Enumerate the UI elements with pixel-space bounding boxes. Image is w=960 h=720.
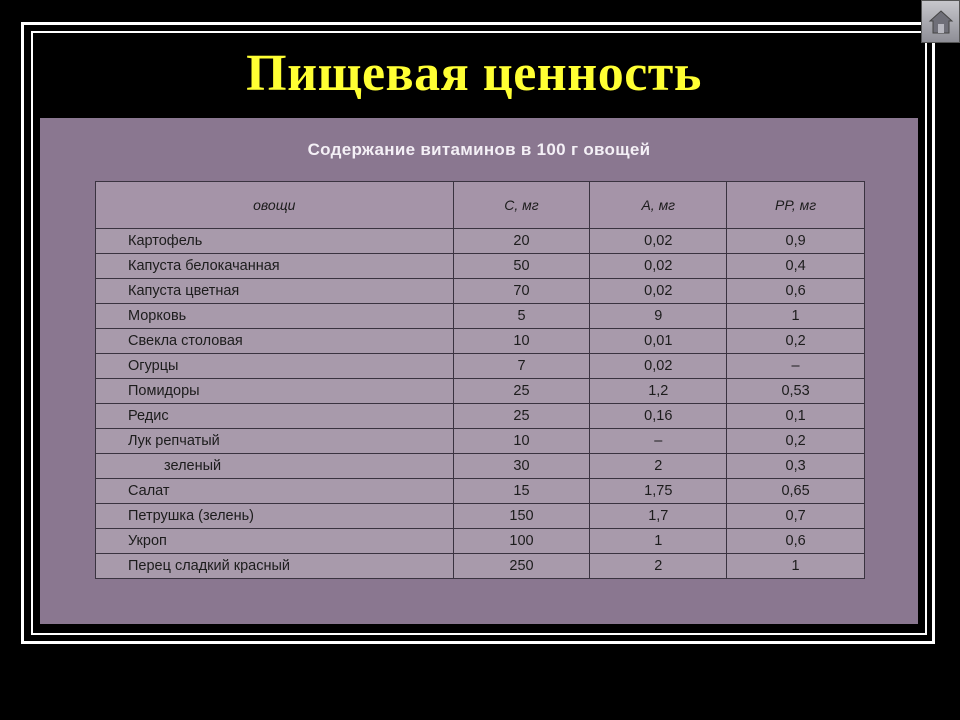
row-c: 25: [453, 379, 590, 404]
row-pp: 1: [727, 304, 865, 329]
table-row: [96, 554, 865, 579]
row-a: 0,02: [590, 279, 727, 304]
home-button[interactable]: [921, 0, 960, 43]
table-header-row: [96, 182, 865, 229]
row-a: 0,01: [590, 329, 727, 354]
row-name: зеленый: [96, 454, 454, 479]
row-a: 0,16: [590, 404, 727, 429]
table-row: [96, 429, 865, 454]
slide-title: Пищевая ценность: [246, 45, 702, 102]
row-name: Морковь: [96, 304, 454, 329]
row-c: 10: [453, 429, 590, 454]
row-c: 70: [453, 279, 590, 304]
row-a: 1: [590, 529, 727, 554]
row-a: 1,2: [590, 379, 727, 404]
table-row: [96, 279, 865, 304]
row-c: 250: [453, 554, 590, 579]
row-c: 150: [453, 504, 590, 529]
row-a: –: [590, 429, 727, 454]
row-name: Картофель: [96, 229, 454, 254]
row-a: 0,02: [590, 354, 727, 379]
row-a: 0,02: [590, 229, 727, 254]
row-c: 25: [453, 404, 590, 429]
table-row: [96, 229, 865, 254]
row-pp: 0,7: [727, 504, 865, 529]
row-pp: 0,3: [727, 454, 865, 479]
row-a: 1,7: [590, 504, 727, 529]
home-icon: [928, 9, 954, 35]
table-row: [96, 479, 865, 504]
header-vitamin-c: C, мг: [453, 182, 590, 229]
table-row: [96, 304, 865, 329]
table-row: [96, 404, 865, 429]
row-c: 50: [453, 254, 590, 279]
table-row: [96, 454, 865, 479]
row-c: 5: [453, 304, 590, 329]
row-a: 2: [590, 554, 727, 579]
row-pp: 0,2: [727, 329, 865, 354]
row-pp: 1: [727, 554, 865, 579]
row-name: Свекла столовая: [96, 329, 454, 354]
row-c: 15: [453, 479, 590, 504]
row-pp: 0,4: [727, 254, 865, 279]
vitamin-table: [95, 181, 865, 579]
row-name: Салат: [96, 479, 454, 504]
row-pp: 0,6: [727, 279, 865, 304]
row-pp: –: [727, 354, 865, 379]
row-name: Огурцы: [96, 354, 454, 379]
row-pp: 0,2: [727, 429, 865, 454]
row-name: Капуста белокачанная: [96, 254, 454, 279]
row-name: Редис: [96, 404, 454, 429]
table-panel: [40, 118, 918, 624]
row-a: 1,75: [590, 479, 727, 504]
header-vegetables: овощи: [96, 182, 454, 229]
table-row: [96, 354, 865, 379]
row-a: 2: [590, 454, 727, 479]
row-pp: 0,6: [727, 529, 865, 554]
row-pp: 0,65: [727, 479, 865, 504]
row-name: Петрушка (зелень): [96, 504, 454, 529]
row-c: 20: [453, 229, 590, 254]
row-name: Перец сладкий красный: [96, 554, 454, 579]
row-pp: 0,1: [727, 404, 865, 429]
row-pp: 0,53: [727, 379, 865, 404]
table-row: [96, 504, 865, 529]
header-vitamin-pp: PP, мг: [727, 182, 865, 229]
row-c: 100: [453, 529, 590, 554]
table-row: [96, 379, 865, 404]
table-caption: Содержание витаминов в 100 г овощей: [307, 140, 651, 159]
row-name: Капуста цветная: [96, 279, 454, 304]
row-name: Лук репчатый: [96, 429, 454, 454]
header-vitamin-a: A, мг: [590, 182, 727, 229]
row-name: Укроп: [96, 529, 454, 554]
row-name: Помидоры: [96, 379, 454, 404]
row-c: 10: [453, 329, 590, 354]
row-pp: 0,9: [727, 229, 865, 254]
table-row: [96, 254, 865, 279]
row-a: 0,02: [590, 254, 727, 279]
table-row: [96, 529, 865, 554]
table-row: [96, 329, 865, 354]
row-c: 7: [453, 354, 590, 379]
row-a: 9: [590, 304, 727, 329]
row-c: 30: [453, 454, 590, 479]
